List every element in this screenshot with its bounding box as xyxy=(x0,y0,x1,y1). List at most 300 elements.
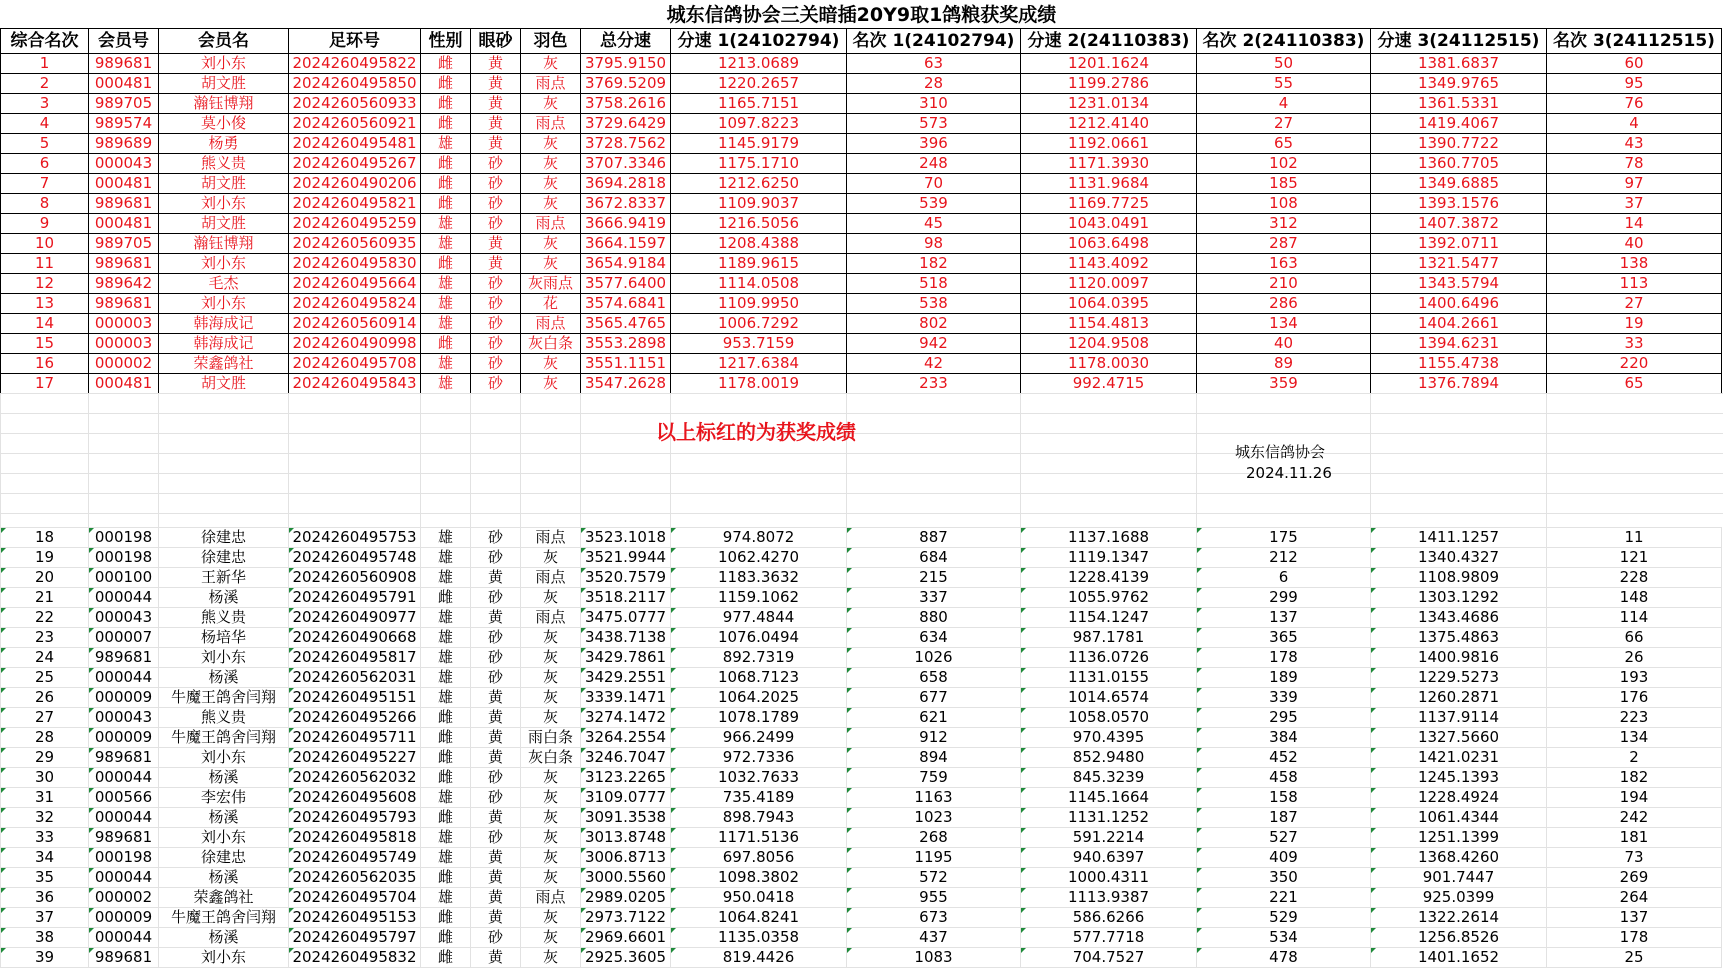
cell-feather[interactable]: 灰 xyxy=(521,548,581,568)
cell-speed-1[interactable]: 1006.7292 xyxy=(671,314,847,334)
cell-speed-2[interactable]: 1154.4813 xyxy=(1021,314,1197,334)
cell-speed-3[interactable]: 1229.5273 xyxy=(1371,668,1547,688)
cell-rank-2[interactable]: 50 xyxy=(1197,54,1371,74)
cell-rank[interactable]: 27 xyxy=(1,708,89,728)
cell-rank-2[interactable]: 185 xyxy=(1197,174,1371,194)
cell-speed-1[interactable]: 1114.0508 xyxy=(671,274,847,294)
cell-rank[interactable]: 11 xyxy=(1,254,89,274)
cell-speed-2[interactable]: 940.6397 xyxy=(1021,848,1197,868)
cell-ring-number[interactable]: 2024260495708 xyxy=(289,354,421,374)
cell-eye[interactable]: 黄 xyxy=(471,114,521,134)
cell-rank[interactable]: 10 xyxy=(1,234,89,254)
cell-rank-1[interactable]: 45 xyxy=(847,214,1021,234)
cell-member-id[interactable]: 989681 xyxy=(89,748,159,768)
cell-sex[interactable]: 雄 xyxy=(421,528,471,548)
table-row[interactable] xyxy=(1,214,1722,234)
cell-speed-3[interactable]: 1360.7705 xyxy=(1371,154,1547,174)
cell-speed-3[interactable]: 1411.1257 xyxy=(1371,528,1547,548)
cell-speed-2[interactable]: 1169.7725 xyxy=(1021,194,1197,214)
cell-rank-3[interactable]: 14 xyxy=(1547,214,1722,234)
cell-rank[interactable]: 37 xyxy=(1,908,89,928)
cell-rank[interactable]: 33 xyxy=(1,828,89,848)
cell-speed-2[interactable]: 970.4395 xyxy=(1021,728,1197,748)
cell-member-name[interactable]: 杨溪 xyxy=(159,868,289,888)
cell-speed-1[interactable]: 1068.7123 xyxy=(671,668,847,688)
cell-speed-2[interactable]: 704.7527 xyxy=(1021,948,1197,968)
cell-member-name[interactable]: 胡文胜 xyxy=(159,374,289,394)
cell-rank[interactable]: 30 xyxy=(1,768,89,788)
cell-rank[interactable]: 28 xyxy=(1,728,89,748)
cell-member-id[interactable]: 989642 xyxy=(89,274,159,294)
cell-ring-number[interactable]: 2024260562032 xyxy=(289,768,421,788)
cell-sex[interactable]: 雄 xyxy=(421,314,471,334)
cell-rank[interactable]: 18 xyxy=(1,528,89,548)
cell-feather[interactable]: 灰 xyxy=(521,868,581,888)
cell-eye[interactable]: 砂 xyxy=(471,828,521,848)
cell-ring-number[interactable]: 2024260495481 xyxy=(289,134,421,154)
cell-ring-number[interactable]: 2024260495227 xyxy=(289,748,421,768)
cell-rank-3[interactable]: 76 xyxy=(1547,94,1722,114)
table-row[interactable] xyxy=(1,314,1722,334)
cell-speed-2[interactable]: 1113.9387 xyxy=(1021,888,1197,908)
cell-speed-1[interactable]: 1183.3632 xyxy=(671,568,847,588)
cell-member-name[interactable]: 杨溪 xyxy=(159,808,289,828)
table-row[interactable] xyxy=(1,174,1722,194)
cell-feather[interactable]: 灰白条 xyxy=(521,334,581,354)
cell-eye[interactable]: 黄 xyxy=(471,254,521,274)
cell-feather[interactable]: 灰雨点 xyxy=(521,274,581,294)
cell-feather[interactable]: 雨点 xyxy=(521,608,581,628)
cell-rank-2[interactable]: 299 xyxy=(1197,588,1371,608)
table-row[interactable] xyxy=(1,808,1722,828)
cell-rank-2[interactable]: 89 xyxy=(1197,354,1371,374)
cell-sex[interactable]: 雄 xyxy=(421,568,471,588)
cell-rank-2[interactable]: 40 xyxy=(1197,334,1371,354)
cell-rank-1[interactable]: 63 xyxy=(847,54,1021,74)
cell-eye[interactable]: 砂 xyxy=(471,334,521,354)
cell-rank-3[interactable]: 60 xyxy=(1547,54,1722,74)
cell-rank-3[interactable]: 264 xyxy=(1547,888,1722,908)
cell-member-id[interactable]: 989705 xyxy=(89,94,159,114)
cell-speed-3[interactable]: 1401.1652 xyxy=(1371,948,1547,968)
cell-speed-2[interactable]: 1131.1252 xyxy=(1021,808,1197,828)
cell-eye[interactable]: 砂 xyxy=(471,354,521,374)
cell-eye[interactable]: 砂 xyxy=(471,374,521,394)
cell-ring-number[interactable]: 2024260495832 xyxy=(289,948,421,968)
cell-speed-2[interactable]: 1064.0395 xyxy=(1021,294,1197,314)
cell-speed-1[interactable]: 974.8072 xyxy=(671,528,847,548)
cell-rank-1[interactable]: 677 xyxy=(847,688,1021,708)
cell-speed-3[interactable]: 1376.7894 xyxy=(1371,374,1547,394)
cell-speed-3[interactable]: 1245.1393 xyxy=(1371,768,1547,788)
cell-rank-2[interactable]: 312 xyxy=(1197,214,1371,234)
cell-rank-1[interactable]: 894 xyxy=(847,748,1021,768)
cell-total-speed[interactable]: 3429.2551 xyxy=(581,668,671,688)
cell-member-name[interactable]: 毛杰 xyxy=(159,274,289,294)
column-header-eye[interactable]: 眼砂 xyxy=(471,29,521,54)
cell-eye[interactable]: 砂 xyxy=(471,768,521,788)
cell-speed-3[interactable]: 1390.7722 xyxy=(1371,134,1547,154)
cell-rank[interactable]: 34 xyxy=(1,848,89,868)
cell-rank-2[interactable]: 55 xyxy=(1197,74,1371,94)
cell-speed-2[interactable]: 1137.1688 xyxy=(1021,528,1197,548)
cell-ring-number[interactable]: 2024260495267 xyxy=(289,154,421,174)
cell-member-name[interactable]: 荣鑫鸽社 xyxy=(159,354,289,374)
cell-member-name[interactable]: 瀚钰博翔 xyxy=(159,94,289,114)
cell-rank-3[interactable]: 181 xyxy=(1547,828,1722,848)
cell-speed-3[interactable]: 1137.9114 xyxy=(1371,708,1547,728)
table-row[interactable] xyxy=(1,548,1722,568)
cell-eye[interactable]: 砂 xyxy=(471,588,521,608)
cell-rank-3[interactable]: 228 xyxy=(1547,568,1722,588)
cell-rank-3[interactable]: 269 xyxy=(1547,868,1722,888)
column-header-feather[interactable]: 羽色 xyxy=(521,29,581,54)
cell-sex[interactable]: 雄 xyxy=(421,548,471,568)
cell-rank[interactable]: 22 xyxy=(1,608,89,628)
cell-sex[interactable]: 雌 xyxy=(421,334,471,354)
cell-eye[interactable]: 砂 xyxy=(471,668,521,688)
cell-sex[interactable]: 雄 xyxy=(421,234,471,254)
cell-speed-1[interactable]: 1213.0689 xyxy=(671,54,847,74)
cell-total-speed[interactable]: 3664.1597 xyxy=(581,234,671,254)
table-row[interactable] xyxy=(1,588,1722,608)
cell-rank-2[interactable]: 350 xyxy=(1197,868,1371,888)
cell-sex[interactable]: 雌 xyxy=(421,74,471,94)
cell-rank-1[interactable]: 887 xyxy=(847,528,1021,548)
cell-rank[interactable]: 39 xyxy=(1,948,89,968)
cell-rank[interactable]: 23 xyxy=(1,628,89,648)
table-row[interactable] xyxy=(1,374,1722,394)
cell-rank-2[interactable]: 137 xyxy=(1197,608,1371,628)
cell-total-speed[interactable]: 3518.2117 xyxy=(581,588,671,608)
cell-member-id[interactable]: 000043 xyxy=(89,608,159,628)
cell-member-name[interactable]: 莫小俊 xyxy=(159,114,289,134)
cell-member-name[interactable]: 刘小东 xyxy=(159,254,289,274)
cell-member-name[interactable]: 杨培华 xyxy=(159,628,289,648)
cell-member-id[interactable]: 000198 xyxy=(89,548,159,568)
cell-speed-3[interactable]: 1400.6496 xyxy=(1371,294,1547,314)
cell-rank-3[interactable]: 95 xyxy=(1547,74,1722,94)
cell-total-speed[interactable]: 3707.3346 xyxy=(581,154,671,174)
cell-rank-1[interactable]: 634 xyxy=(847,628,1021,648)
cell-speed-2[interactable]: 1063.6498 xyxy=(1021,234,1197,254)
cell-feather[interactable]: 灰 xyxy=(521,808,581,828)
cell-rank-3[interactable]: 178 xyxy=(1547,928,1722,948)
cell-feather[interactable]: 灰 xyxy=(521,254,581,274)
cell-member-id[interactable]: 000481 xyxy=(89,214,159,234)
cell-member-name[interactable]: 熊义贵 xyxy=(159,608,289,628)
cell-eye[interactable]: 黄 xyxy=(471,908,521,928)
cell-rank-2[interactable]: 158 xyxy=(1197,788,1371,808)
cell-rank-2[interactable]: 178 xyxy=(1197,648,1371,668)
cell-feather[interactable]: 灰 xyxy=(521,708,581,728)
cell-eye[interactable]: 黄 xyxy=(471,74,521,94)
cell-rank-2[interactable]: 108 xyxy=(1197,194,1371,214)
cell-speed-1[interactable]: 1216.5056 xyxy=(671,214,847,234)
cell-rank-1[interactable]: 539 xyxy=(847,194,1021,214)
cell-feather[interactable]: 灰 xyxy=(521,134,581,154)
cell-speed-1[interactable]: 697.8056 xyxy=(671,848,847,868)
cell-speed-1[interactable]: 966.2499 xyxy=(671,728,847,748)
cell-eye[interactable]: 砂 xyxy=(471,528,521,548)
cell-speed-3[interactable]: 1321.5477 xyxy=(1371,254,1547,274)
cell-total-speed[interactable]: 3523.1018 xyxy=(581,528,671,548)
cell-sex[interactable]: 雌 xyxy=(421,748,471,768)
cell-speed-3[interactable]: 1061.4344 xyxy=(1371,808,1547,828)
cell-feather[interactable]: 灰 xyxy=(521,928,581,948)
cell-member-name[interactable]: 牛魔王鸽舍闫翔 xyxy=(159,908,289,928)
cell-rank-3[interactable]: 220 xyxy=(1547,354,1722,374)
cell-rank[interactable]: 1 xyxy=(1,54,89,74)
cell-speed-2[interactable]: 1119.1347 xyxy=(1021,548,1197,568)
cell-rank-3[interactable]: 4 xyxy=(1547,114,1722,134)
cell-sex[interactable]: 雌 xyxy=(421,908,471,928)
cell-rank[interactable]: 7 xyxy=(1,174,89,194)
cell-feather[interactable]: 灰白条 xyxy=(521,748,581,768)
cell-rank-3[interactable]: 138 xyxy=(1547,254,1722,274)
table-row[interactable] xyxy=(1,768,1722,788)
cell-total-speed[interactable]: 3006.8713 xyxy=(581,848,671,868)
cell-total-speed[interactable]: 3000.5560 xyxy=(581,868,671,888)
cell-speed-2[interactable]: 1212.4140 xyxy=(1021,114,1197,134)
cell-eye[interactable]: 砂 xyxy=(471,648,521,668)
cell-rank-2[interactable]: 384 xyxy=(1197,728,1371,748)
cell-rank-3[interactable]: 65 xyxy=(1547,374,1722,394)
cell-rank-1[interactable]: 1023 xyxy=(847,808,1021,828)
column-header-sex[interactable]: 性别 xyxy=(421,29,471,54)
cell-ring-number[interactable]: 2024260495704 xyxy=(289,888,421,908)
cell-rank[interactable]: 9 xyxy=(1,214,89,234)
cell-rank-2[interactable]: 65 xyxy=(1197,134,1371,154)
cell-rank[interactable]: 15 xyxy=(1,334,89,354)
table-row[interactable] xyxy=(1,728,1722,748)
cell-speed-3[interactable]: 925.0399 xyxy=(1371,888,1547,908)
cell-member-name[interactable]: 杨溪 xyxy=(159,928,289,948)
cell-speed-1[interactable]: 972.7336 xyxy=(671,748,847,768)
cell-total-speed[interactable]: 3264.2554 xyxy=(581,728,671,748)
cell-sex[interactable]: 雌 xyxy=(421,868,471,888)
cell-speed-3[interactable]: 901.7447 xyxy=(1371,868,1547,888)
cell-ring-number[interactable]: 2024260495830 xyxy=(289,254,421,274)
cell-ring-number[interactable]: 2024260560921 xyxy=(289,114,421,134)
cell-member-id[interactable]: 000100 xyxy=(89,568,159,588)
cell-speed-3[interactable]: 1361.5331 xyxy=(1371,94,1547,114)
cell-rank[interactable]: 21 xyxy=(1,588,89,608)
cell-eye[interactable]: 砂 xyxy=(471,194,521,214)
cell-sex[interactable]: 雌 xyxy=(421,54,471,74)
cell-member-id[interactable]: 989574 xyxy=(89,114,159,134)
cell-rank-3[interactable]: 66 xyxy=(1547,628,1722,648)
cell-sex[interactable]: 雄 xyxy=(421,648,471,668)
cell-speed-1[interactable]: 1208.4388 xyxy=(671,234,847,254)
cell-speed-3[interactable]: 1343.4686 xyxy=(1371,608,1547,628)
cell-feather[interactable]: 灰 xyxy=(521,688,581,708)
cell-sex[interactable]: 雄 xyxy=(421,274,471,294)
cell-feather[interactable]: 灰 xyxy=(521,848,581,868)
cell-rank-1[interactable]: 621 xyxy=(847,708,1021,728)
cell-member-id[interactable]: 000198 xyxy=(89,528,159,548)
cell-eye[interactable]: 黄 xyxy=(471,234,521,254)
table-row[interactable] xyxy=(1,74,1722,94)
cell-eye[interactable]: 砂 xyxy=(471,214,521,234)
cell-sex[interactable]: 雌 xyxy=(421,254,471,274)
column-header-rank[interactable]: 综合名次 xyxy=(1,29,89,54)
cell-eye[interactable]: 黄 xyxy=(471,848,521,868)
cell-speed-1[interactable]: 1175.1710 xyxy=(671,154,847,174)
cell-sex[interactable]: 雌 xyxy=(421,114,471,134)
cell-member-id[interactable]: 000481 xyxy=(89,174,159,194)
cell-member-id[interactable]: 000566 xyxy=(89,788,159,808)
cell-member-id[interactable]: 000043 xyxy=(89,154,159,174)
cell-speed-1[interactable]: 1109.9037 xyxy=(671,194,847,214)
cell-sex[interactable]: 雄 xyxy=(421,668,471,688)
table-row[interactable] xyxy=(1,848,1722,868)
cell-ring-number[interactable]: 2024260490668 xyxy=(289,628,421,648)
cell-rank-2[interactable]: 452 xyxy=(1197,748,1371,768)
cell-sex[interactable]: 雄 xyxy=(421,628,471,648)
cell-rank-2[interactable]: 6 xyxy=(1197,568,1371,588)
cell-total-speed[interactable]: 3553.2898 xyxy=(581,334,671,354)
cell-sex[interactable]: 雄 xyxy=(421,888,471,908)
cell-speed-2[interactable]: 1204.9508 xyxy=(1021,334,1197,354)
table-row[interactable] xyxy=(1,568,1722,588)
cell-sex[interactable]: 雌 xyxy=(421,928,471,948)
cell-member-id[interactable]: 000009 xyxy=(89,728,159,748)
cell-ring-number[interactable]: 2024260495748 xyxy=(289,548,421,568)
table-row[interactable] xyxy=(1,648,1722,668)
cell-eye[interactable]: 砂 xyxy=(471,314,521,334)
cell-member-id[interactable]: 989681 xyxy=(89,254,159,274)
cell-total-speed[interactable]: 3574.6841 xyxy=(581,294,671,314)
cell-member-name[interactable]: 刘小东 xyxy=(159,294,289,314)
cell-member-name[interactable]: 韩海成记 xyxy=(159,334,289,354)
cell-rank-2[interactable]: 359 xyxy=(1197,374,1371,394)
cell-total-speed[interactable]: 3547.2628 xyxy=(581,374,671,394)
cell-speed-2[interactable]: 1192.0661 xyxy=(1021,134,1197,154)
cell-speed-2[interactable]: 1178.0030 xyxy=(1021,354,1197,374)
cell-sex[interactable]: 雌 xyxy=(421,808,471,828)
cell-speed-2[interactable]: 1154.1247 xyxy=(1021,608,1197,628)
cell-speed-2[interactable]: 1201.1624 xyxy=(1021,54,1197,74)
column-header-rank-2[interactable]: 名次 2(24110383) xyxy=(1197,29,1371,54)
cell-rank-3[interactable]: 193 xyxy=(1547,668,1722,688)
table-row[interactable] xyxy=(1,868,1722,888)
cell-rank-3[interactable]: 182 xyxy=(1547,768,1722,788)
cell-rank-1[interactable]: 538 xyxy=(847,294,1021,314)
cell-feather[interactable]: 雨点 xyxy=(521,214,581,234)
column-header-speed-3[interactable]: 分速 3(24112515) xyxy=(1371,29,1547,54)
table-row[interactable] xyxy=(1,628,1722,648)
cell-member-name[interactable]: 刘小东 xyxy=(159,194,289,214)
cell-speed-3[interactable]: 1381.6837 xyxy=(1371,54,1547,74)
cell-rank-1[interactable]: 268 xyxy=(847,828,1021,848)
cell-ring-number[interactable]: 2024260560935 xyxy=(289,234,421,254)
cell-member-id[interactable]: 000044 xyxy=(89,768,159,788)
cell-rank-2[interactable]: 210 xyxy=(1197,274,1371,294)
cell-speed-3[interactable]: 1400.9816 xyxy=(1371,648,1547,668)
cell-speed-1[interactable]: 1135.0358 xyxy=(671,928,847,948)
cell-member-id[interactable]: 000044 xyxy=(89,928,159,948)
cell-rank[interactable]: 3 xyxy=(1,94,89,114)
cell-rank-1[interactable]: 573 xyxy=(847,114,1021,134)
cell-rank-1[interactable]: 942 xyxy=(847,334,1021,354)
cell-rank-2[interactable]: 365 xyxy=(1197,628,1371,648)
cell-speed-3[interactable]: 1251.1399 xyxy=(1371,828,1547,848)
cell-rank-3[interactable]: 97 xyxy=(1547,174,1722,194)
cell-member-id[interactable]: 989689 xyxy=(89,134,159,154)
cell-rank-2[interactable]: 295 xyxy=(1197,708,1371,728)
table-row[interactable] xyxy=(1,94,1722,114)
column-header-member-id[interactable]: 会员号 xyxy=(89,29,159,54)
cell-speed-1[interactable]: 1220.2657 xyxy=(671,74,847,94)
cell-speed-2[interactable]: 1120.0097 xyxy=(1021,274,1197,294)
cell-rank-1[interactable]: 912 xyxy=(847,728,1021,748)
cell-rank-3[interactable]: 27 xyxy=(1547,294,1722,314)
cell-speed-1[interactable]: 953.7159 xyxy=(671,334,847,354)
cell-total-speed[interactable]: 3123.2265 xyxy=(581,768,671,788)
cell-total-speed[interactable]: 3339.1471 xyxy=(581,688,671,708)
cell-speed-1[interactable]: 1165.7151 xyxy=(671,94,847,114)
cell-ring-number[interactable]: 2024260495791 xyxy=(289,588,421,608)
cell-eye[interactable]: 黄 xyxy=(471,608,521,628)
cell-rank[interactable]: 4 xyxy=(1,114,89,134)
cell-rank[interactable]: 25 xyxy=(1,668,89,688)
cell-ring-number[interactable]: 2024260495259 xyxy=(289,214,421,234)
cell-member-name[interactable]: 胡文胜 xyxy=(159,74,289,94)
cell-speed-2[interactable]: 1136.0726 xyxy=(1021,648,1197,668)
cell-rank-3[interactable]: 40 xyxy=(1547,234,1722,254)
cell-feather[interactable]: 雨点 xyxy=(521,114,581,134)
cell-rank-2[interactable]: 102 xyxy=(1197,154,1371,174)
cell-feather[interactable]: 灰 xyxy=(521,154,581,174)
cell-rank-1[interactable]: 28 xyxy=(847,74,1021,94)
cell-speed-2[interactable]: 852.9480 xyxy=(1021,748,1197,768)
cell-member-name[interactable]: 徐建忠 xyxy=(159,848,289,868)
cell-ring-number[interactable]: 2024260562031 xyxy=(289,668,421,688)
cell-total-speed[interactable]: 3729.6429 xyxy=(581,114,671,134)
cell-ring-number[interactable]: 2024260495151 xyxy=(289,688,421,708)
cell-speed-3[interactable]: 1343.5794 xyxy=(1371,274,1547,294)
cell-feather[interactable]: 雨点 xyxy=(521,568,581,588)
table-row[interactable] xyxy=(1,608,1722,628)
cell-eye[interactable]: 黄 xyxy=(471,54,521,74)
cell-feather[interactable]: 灰 xyxy=(521,374,581,394)
table-row[interactable] xyxy=(1,254,1722,274)
cell-speed-3[interactable]: 1108.9809 xyxy=(1371,568,1547,588)
cell-rank-1[interactable]: 337 xyxy=(847,588,1021,608)
cell-member-id[interactable]: 000002 xyxy=(89,888,159,908)
cell-member-name[interactable]: 胡文胜 xyxy=(159,214,289,234)
cell-total-speed[interactable]: 3577.6400 xyxy=(581,274,671,294)
cell-rank-3[interactable]: 26 xyxy=(1547,648,1722,668)
cell-member-id[interactable]: 000003 xyxy=(89,334,159,354)
cell-rank-3[interactable]: 121 xyxy=(1547,548,1722,568)
cell-rank-2[interactable]: 529 xyxy=(1197,908,1371,928)
cell-rank-1[interactable]: 437 xyxy=(847,928,1021,948)
cell-speed-3[interactable]: 1256.8526 xyxy=(1371,928,1547,948)
cell-total-speed[interactable]: 3438.7138 xyxy=(581,628,671,648)
cell-speed-3[interactable]: 1155.4738 xyxy=(1371,354,1547,374)
table-row[interactable] xyxy=(1,194,1722,214)
cell-rank-3[interactable]: 137 xyxy=(1547,908,1722,928)
cell-member-name[interactable]: 胡文胜 xyxy=(159,174,289,194)
cell-member-id[interactable]: 000009 xyxy=(89,688,159,708)
cell-member-id[interactable]: 989681 xyxy=(89,294,159,314)
column-header-member-name[interactable]: 会员名 xyxy=(159,29,289,54)
cell-rank-1[interactable]: 233 xyxy=(847,374,1021,394)
cell-member-id[interactable]: 000043 xyxy=(89,708,159,728)
table-row[interactable] xyxy=(1,708,1722,728)
